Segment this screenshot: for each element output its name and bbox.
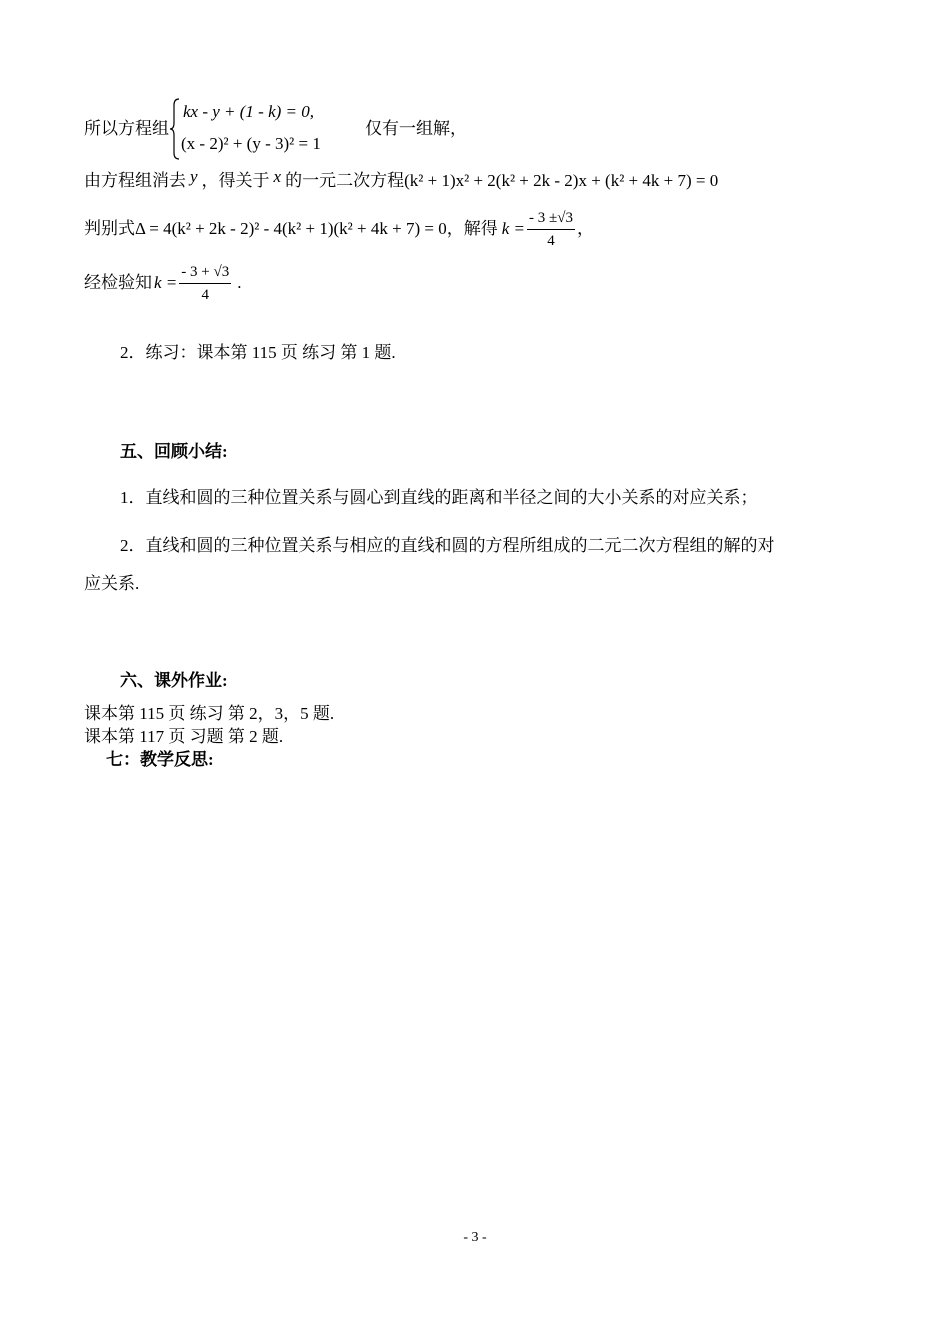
fraction-bar — [179, 283, 231, 284]
practice-line: 2．练习：课本第 115 页 练习 第 1 题. — [120, 343, 396, 362]
discriminant-equation: Δ = 4(k² + 2k - 2)² - 4(k² + 1)(k² + 4k + 7) = 0 — [135, 219, 447, 239]
summary-item-1: 1．直线和圆的三种位置关系与圆心到直线的距离和半径之间的大小关系的对应关系； — [120, 488, 758, 507]
system-prefix: 所以方程组 — [84, 119, 169, 139]
fraction-denominator: 4 — [201, 286, 209, 303]
equation-row-1: kx - y + (1 - k) = 0, — [183, 102, 315, 122]
section-5-heading: 五、回顾小结: — [120, 442, 228, 461]
equation-system — [169, 97, 365, 161]
solve-text: ，解得 — [446, 219, 498, 239]
variable-y: y — [190, 167, 198, 186]
comma: ， — [576, 219, 594, 239]
section-7-heading: 七：教学反思: — [106, 750, 214, 769]
fraction-bar — [527, 229, 575, 230]
homework-1: 课本第 115 页 练习 第 2，3，5 题. — [84, 704, 335, 723]
eliminate-text-2: ，得关于 — [201, 171, 270, 190]
discriminant-line — [84, 204, 594, 252]
eliminate-text: 由方程组消去 — [84, 171, 186, 190]
summary-item-2-line-1: 2．直线和圆的三种位置关系与相应的直线和圆的方程所组成的二元二次方程组的解的对 — [120, 536, 775, 555]
system-suffix: 仅有一组解， — [365, 119, 467, 139]
fraction-numerator: - 3 + √3 — [181, 263, 230, 280]
k-equals: k = — [154, 273, 178, 293]
fraction-denominator: 4 — [547, 232, 555, 249]
k-equals: k = — [501, 219, 525, 239]
verify-text: 经检验知 — [84, 273, 152, 293]
homework-2: 课本第 117 页 习题 第 2 题. — [84, 727, 284, 746]
equation-system-line — [84, 96, 467, 160]
summary-item-2-line-2: 应关系. — [84, 574, 140, 593]
eliminate-text-3: 的一元二次方程 — [285, 171, 405, 190]
fraction-numerator: - 3 ±√3 — [528, 209, 573, 226]
k-fraction-result — [177, 262, 233, 305]
eliminate-line — [84, 167, 719, 192]
variable-x: x — [273, 167, 282, 186]
left-brace-icon — [169, 97, 181, 161]
verify-line — [84, 258, 241, 306]
page-number: - 3 - — [463, 1230, 487, 1245]
section-6-heading: 六、课外作业: — [120, 671, 228, 690]
period: . — [237, 273, 242, 293]
k-fraction-both — [525, 208, 577, 251]
discriminant-label: 判别式 — [84, 219, 135, 239]
quadratic-equation: (k² + 1)x² + 2(k² + 2k - 2)x + (k² + 4k + 7) = 0 — [404, 171, 719, 190]
equation-row-2: (x - 2)² + (y - 3)² = 1 — [181, 134, 321, 154]
